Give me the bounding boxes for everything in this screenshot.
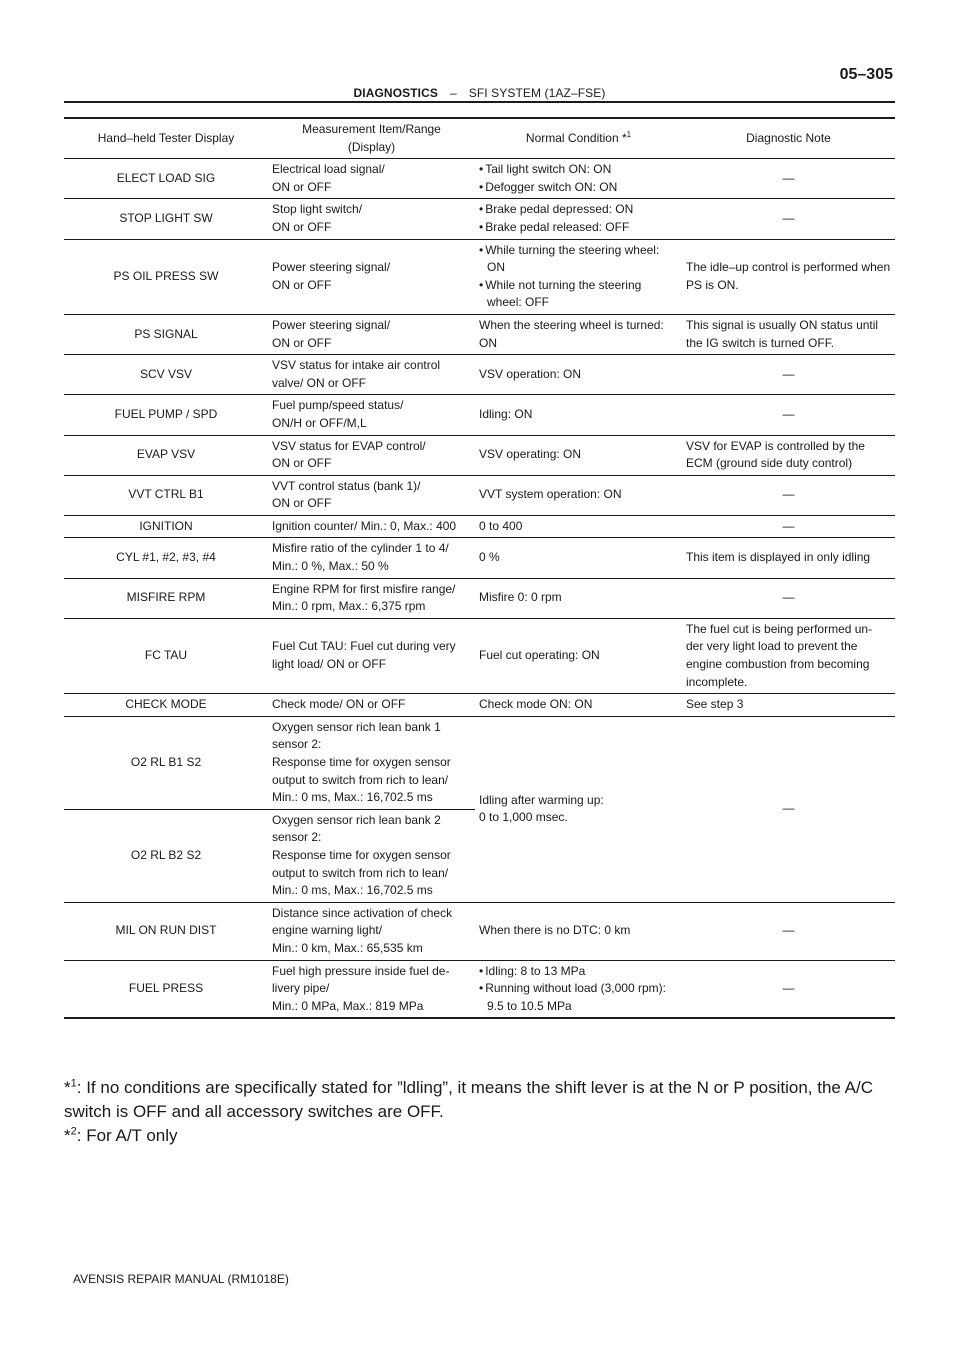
note-cell: — — [682, 960, 895, 1018]
measurement-cell — [268, 809, 475, 902]
measurement-line: Power steering signal/ — [272, 317, 391, 332]
table-row — [64, 475, 895, 515]
measurement-line: ON or OFF — [272, 179, 332, 194]
display-cell: SCV VSV — [64, 355, 268, 395]
measurement-line: VSV status for intake air control — [272, 358, 441, 373]
note-cell: This signal is usually ON status until the IG switch is turned OFF. — [682, 314, 895, 354]
normal-cell — [475, 159, 682, 199]
normal-bullet: • Running without load (3,000 rpm): 9.5 to 10.5 MPa — [479, 980, 678, 1015]
measurement-line: Misfire ratio of the cylinder 1 to 4/ — [272, 541, 449, 556]
measurement-cell — [268, 314, 475, 354]
display-cell: O2 RL B2 S2 — [64, 809, 268, 902]
measurement-cell — [268, 716, 475, 809]
measurement-line: Fuel Cut TAU: Fuel cut during very — [272, 639, 456, 654]
col-header-normal-sup: 1 — [626, 129, 632, 139]
normal-cell: VSV operating: ON — [475, 435, 682, 475]
measurement-cell — [268, 239, 475, 314]
table-row — [64, 578, 895, 618]
header-separator: – — [449, 86, 457, 100]
measurement-line: Engine RPM for first misfire range/ — [272, 581, 456, 596]
normal-cell: 0 % — [475, 538, 682, 578]
display-cell: PS OIL PRESS SW — [64, 239, 268, 314]
table-row — [64, 355, 895, 395]
display-cell: IGNITION — [64, 515, 268, 538]
measurement-line: Stop light switch/ — [272, 202, 363, 217]
measurement-line: engine warning light/ — [272, 923, 383, 938]
normal-cell: Idling: ON — [475, 395, 682, 435]
normal-line: 0 to 1,000 msec. — [479, 810, 568, 825]
display-cell: PS SIGNAL — [64, 314, 268, 354]
measurement-line: Oxygen sensor rich lean bank 1 — [272, 719, 441, 734]
measurement-cell — [268, 475, 475, 515]
display-cell: CHECK MODE — [64, 694, 268, 717]
measurement-line: livery pipe/ — [272, 981, 330, 996]
measurement-cell — [268, 395, 475, 435]
measurement-line: Fuel pump/speed status/ — [272, 398, 404, 413]
footnotes — [64, 1076, 904, 1148]
footnote-1 — [64, 1076, 904, 1124]
table-row — [64, 902, 895, 960]
table-body — [64, 159, 895, 1019]
normal-cell — [475, 199, 682, 239]
normal-bullet: • Idling: 8 to 13 MPa — [479, 963, 678, 981]
footnote-1-star: * — [64, 1078, 71, 1097]
measurement-line: Response time for oxygen sensor — [272, 755, 451, 769]
measurement-cell — [268, 515, 475, 538]
measurement-line: light load/ ON or OFF — [272, 657, 387, 672]
normal-bullet: • Tail light switch ON: ON — [479, 161, 678, 179]
measurement-line: Ignition counter/ Min.: 0, Max.: 400 — [272, 518, 457, 533]
normal-bullet: • Brake pedal released: OFF — [479, 219, 678, 237]
measurement-cell — [268, 960, 475, 1018]
normal-line: Idling after warming up: — [479, 792, 604, 807]
measurement-line: Power steering signal/ — [272, 260, 391, 275]
note-cell: — — [682, 515, 895, 538]
note-cell: — — [682, 578, 895, 618]
display-cell: STOP LIGHT SW — [64, 199, 268, 239]
normal-cell: Check mode ON: ON — [475, 694, 682, 717]
display-cell: ELECT LOAD SIG — [64, 159, 268, 199]
display-cell: CYL #1, #2, #3, #4 — [64, 538, 268, 578]
normal-cell: Misfire 0: 0 rpm — [475, 578, 682, 618]
table-row — [64, 239, 895, 314]
table-row — [64, 618, 895, 693]
measurement-line: ON or OFF — [272, 335, 332, 350]
footnote-1-sup: 1 — [70, 1077, 77, 1090]
measurement-line: output to switch from rich to lean/ — [272, 865, 449, 880]
measurement-line: Oxygen sensor rich lean bank 2 — [272, 812, 441, 827]
measurement-line: ON/H or OFF/M,L — [272, 415, 367, 430]
table-row — [64, 314, 895, 354]
measurement-line: Distance since activation of check — [272, 905, 453, 920]
table-row — [64, 538, 895, 578]
col-header-measurement-line2: (Display) — [347, 139, 396, 154]
note-cell: VSV for EVAP is controlled by the ECM (ground side duty control) — [682, 435, 895, 475]
normal-cell: When the steering wheel is turned: ON — [475, 314, 682, 354]
header-section: DIAGNOSTICS — [353, 86, 438, 100]
note-cell: This item is displayed in only idling — [682, 538, 895, 578]
page-header — [64, 62, 895, 102]
measurement-line: sensor 2: — [272, 737, 322, 752]
display-cell: MISFIRE RPM — [64, 578, 268, 618]
measurement-line: ON or OFF — [272, 277, 332, 292]
table-row — [64, 159, 895, 199]
measurement-cell — [268, 355, 475, 395]
table-row — [64, 199, 895, 239]
header-title — [64, 86, 895, 100]
measurement-cell — [268, 435, 475, 475]
col-header-display: Hand–held Tester Display — [64, 118, 268, 159]
table-row — [64, 435, 895, 475]
footnote-2-sup: 2 — [70, 1125, 77, 1138]
measurement-line: output to switch from rich to lean/ — [272, 772, 449, 787]
page-footer: AVENSIS REPAIR MANUAL (RM1018E) — [73, 1272, 289, 1286]
measurement-line: VVT control status (bank 1)/ — [272, 478, 421, 493]
table-row — [64, 515, 895, 538]
note-cell: — — [682, 716, 895, 902]
display-cell: FC TAU — [64, 618, 268, 693]
table-row — [64, 716, 895, 809]
measurement-cell — [268, 578, 475, 618]
normal-cell: VSV operation: ON — [475, 355, 682, 395]
measurement-line: Fuel high pressure inside fuel de- — [272, 963, 450, 978]
col-header-measurement — [268, 118, 475, 159]
table-row — [64, 694, 895, 717]
measurement-line: ON or OFF — [272, 496, 332, 511]
footnote-2-star: * — [64, 1126, 71, 1145]
measurement-line: VSV status for EVAP control/ — [272, 438, 426, 453]
measurement-cell — [268, 199, 475, 239]
measurement-line: Min.: 0 %, Max.: 50 % — [272, 559, 389, 574]
normal-bullet: • Defogger switch ON: ON — [479, 179, 678, 197]
note-cell: — — [682, 475, 895, 515]
note-cell: The fuel cut is being performed un- der very light load to prevent the engine combustion from becoming incomplete. — [682, 618, 895, 693]
header-subsection: SFI SYSTEM (1AZ–FSE) — [468, 86, 606, 100]
col-header-normal — [475, 118, 682, 159]
normal-bullet: • Brake pedal depressed: ON — [479, 201, 678, 219]
measurement-cell — [268, 159, 475, 199]
note-cell: See step 3 — [682, 694, 895, 717]
measurement-line: Min.: 0 ms, Max.: 16,702.5 ms — [272, 790, 433, 805]
col-header-measurement-line1: Measurement Item/Range — [302, 122, 441, 136]
display-cell: EVAP VSV — [64, 435, 268, 475]
note-cell: — — [682, 395, 895, 435]
note-cell: — — [682, 902, 895, 960]
header-rule — [64, 101, 895, 103]
note-cell: — — [682, 159, 895, 199]
display-cell: FUEL PRESS — [64, 960, 268, 1018]
measurement-line: valve/ ON or OFF — [272, 375, 367, 390]
normal-bullet: • While not turning the steering wheel: OFF — [479, 277, 678, 312]
measurement-line: ON or OFF — [272, 219, 332, 234]
diagnostic-table — [64, 117, 895, 1019]
note-cell: — — [682, 355, 895, 395]
display-cell: FUEL PUMP / SPD — [64, 395, 268, 435]
table-header-row — [64, 118, 895, 159]
measurement-line: Check mode/ ON or OFF — [272, 697, 406, 712]
normal-cell: When there is no DTC: 0 km — [475, 902, 682, 960]
note-cell: The idle–up control is performed when PS is ON. — [682, 239, 895, 314]
display-cell: VVT CTRL B1 — [64, 475, 268, 515]
measurement-line: Response time for oxygen sensor — [272, 847, 451, 862]
measurement-cell — [268, 538, 475, 578]
footnote-2-text: : For A/T only — [76, 1126, 178, 1145]
col-header-note: Diagnostic Note — [682, 118, 895, 159]
note-cell: — — [682, 199, 895, 239]
table-row — [64, 395, 895, 435]
display-cell: O2 RL B1 S2 — [64, 716, 268, 809]
normal-cell: VVT system operation: ON — [475, 475, 682, 515]
footnote-2 — [64, 1124, 904, 1148]
normal-cell — [475, 960, 682, 1018]
measurement-cell — [268, 694, 475, 717]
measurement-line: Electrical load signal/ — [272, 162, 385, 177]
normal-bullet: • While turning the steering wheel: ON — [479, 242, 678, 277]
measurement-line: sensor 2: — [272, 830, 322, 845]
measurement-line: ON or OFF — [272, 456, 332, 471]
measurement-line: Min.: 0 rpm, Max.: 6,375 rpm — [272, 599, 426, 614]
col-header-normal-text: Normal Condition * — [525, 130, 627, 145]
measurement-cell — [268, 902, 475, 960]
footnote-1-text: : If no conditions are specifically stated for ”ldling”, it means the shift lever is at the N or P position, the A/C switch is OFF and all accessory switches are OFF. — [64, 1078, 873, 1121]
normal-cell — [475, 239, 682, 314]
table-row — [64, 960, 895, 1018]
normal-cell: Fuel cut operating: ON — [475, 618, 682, 693]
normal-cell — [475, 716, 682, 902]
page-number: 05–305 — [839, 66, 893, 83]
measurement-cell — [268, 618, 475, 693]
measurement-line: Min.: 0 ms, Max.: 16,702.5 ms — [272, 883, 433, 898]
measurement-line: Min.: 0 km, Max.: 65,535 km — [272, 940, 423, 955]
measurement-line: Min.: 0 MPa, Max.: 819 MPa — [272, 998, 424, 1013]
display-cell: MIL ON RUN DIST — [64, 902, 268, 960]
normal-cell: 0 to 400 — [475, 515, 682, 538]
